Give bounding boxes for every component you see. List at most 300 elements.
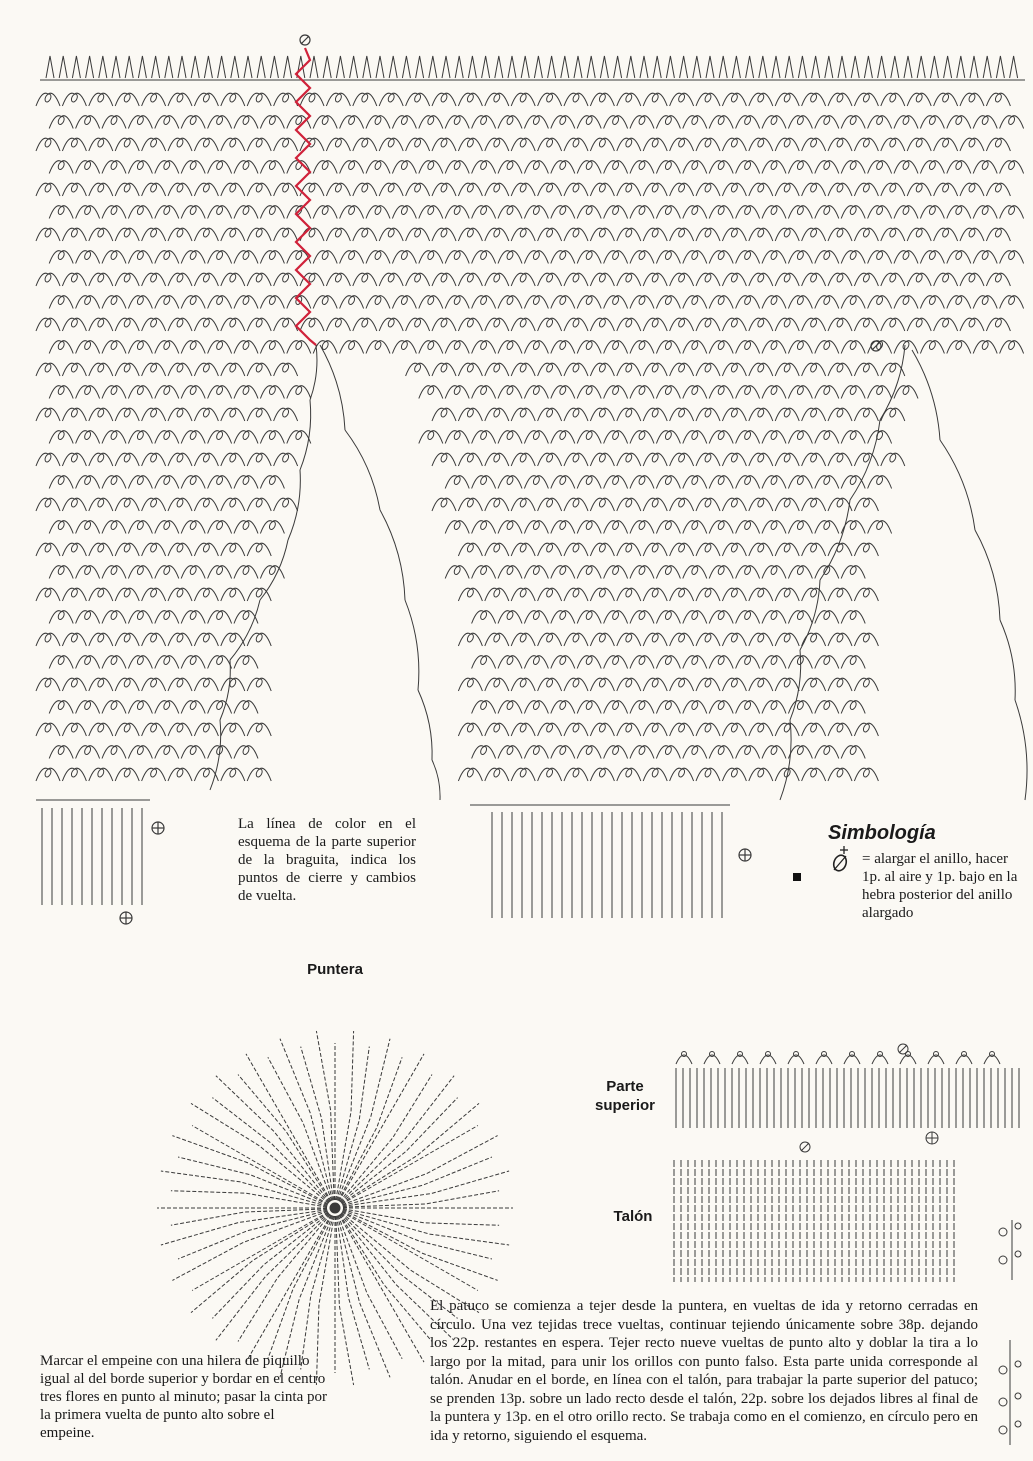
chain-arch bbox=[788, 701, 812, 714]
elongated-ring bbox=[770, 521, 778, 531]
chain-arch bbox=[458, 228, 482, 241]
chain-arch bbox=[247, 183, 271, 196]
chain-arch bbox=[524, 746, 548, 759]
chain-arch bbox=[115, 273, 139, 286]
elongated-ring bbox=[823, 116, 831, 126]
chain-arch bbox=[630, 656, 654, 669]
elongated-ring bbox=[823, 611, 831, 621]
chain-arch bbox=[234, 116, 258, 129]
elongated-ring bbox=[215, 611, 223, 621]
chain-arch bbox=[775, 633, 799, 646]
chain-arch bbox=[340, 206, 364, 219]
elongated-ring bbox=[97, 363, 105, 373]
chain-arch bbox=[208, 296, 232, 309]
elongated-ring bbox=[110, 161, 118, 171]
chain-arch bbox=[260, 431, 284, 444]
elongated-ring bbox=[730, 363, 738, 373]
elongated-ring bbox=[862, 363, 870, 373]
chain-arch bbox=[472, 116, 496, 129]
elongated-ring bbox=[796, 476, 804, 486]
chain-arch bbox=[115, 318, 139, 331]
elongated-ring bbox=[585, 656, 593, 666]
elongated-ring bbox=[427, 206, 435, 216]
elongated-ring bbox=[757, 633, 765, 643]
chain-arch bbox=[36, 273, 60, 286]
elongated-ring bbox=[730, 453, 738, 463]
chain-arch bbox=[181, 611, 205, 624]
elongated-ring bbox=[202, 93, 210, 103]
chain-arch bbox=[472, 251, 496, 264]
chain-arch bbox=[788, 116, 812, 129]
chain-arch bbox=[881, 408, 905, 421]
chain-arch bbox=[458, 273, 482, 286]
elongated-ring bbox=[136, 116, 144, 126]
chain-arch bbox=[643, 723, 667, 736]
elongated-ring bbox=[400, 116, 408, 126]
elongated-ring bbox=[611, 611, 619, 621]
elongated-ring bbox=[704, 543, 712, 553]
elongated-ring bbox=[625, 93, 633, 103]
chain-arch bbox=[630, 116, 654, 129]
chain-arch bbox=[445, 161, 469, 174]
elongated-ring bbox=[730, 183, 738, 193]
elongated-ring bbox=[862, 723, 870, 733]
chain-arch bbox=[142, 408, 166, 421]
chain-arch bbox=[802, 228, 826, 241]
chain-arch bbox=[313, 296, 337, 309]
elongated-ring bbox=[242, 116, 250, 126]
elongated-ring bbox=[493, 363, 501, 373]
elongated-ring bbox=[519, 318, 527, 328]
chain-arch bbox=[115, 723, 139, 736]
chain-arch bbox=[472, 386, 496, 399]
radial-stitch-line bbox=[337, 1216, 390, 1378]
elongated-ring bbox=[281, 93, 289, 103]
elongated-ring bbox=[625, 363, 633, 373]
chain-arch bbox=[524, 431, 548, 444]
chain-arch bbox=[564, 228, 588, 241]
chain-arch bbox=[802, 273, 826, 286]
elongated-ring bbox=[189, 476, 197, 486]
picot-stitch bbox=[86, 56, 94, 78]
elongated-ring bbox=[532, 476, 540, 486]
elongated-ring bbox=[255, 273, 263, 283]
elongated-ring bbox=[255, 453, 263, 463]
elongated-ring bbox=[889, 318, 897, 328]
elongated-ring bbox=[321, 296, 329, 306]
elongated-ring bbox=[334, 273, 342, 283]
chain-arch bbox=[102, 611, 126, 624]
elongated-ring bbox=[347, 206, 355, 216]
elongated-ring bbox=[281, 183, 289, 193]
chain-arch bbox=[168, 543, 192, 556]
elongated-ring bbox=[202, 183, 210, 193]
elongated-ring bbox=[572, 408, 580, 418]
elongated-ring bbox=[743, 431, 751, 441]
chain-arch bbox=[432, 363, 456, 376]
chain-arch bbox=[683, 521, 707, 534]
elongated-ring bbox=[255, 183, 263, 193]
chain-arch bbox=[62, 363, 86, 376]
elongated-ring bbox=[387, 183, 395, 193]
elongated-ring bbox=[149, 768, 157, 778]
chain-arch bbox=[36, 723, 60, 736]
chain-arch bbox=[881, 183, 905, 196]
elongated-ring bbox=[743, 116, 751, 126]
chain-arch bbox=[736, 341, 760, 354]
chain-arch bbox=[683, 296, 707, 309]
chain-arch bbox=[168, 768, 192, 781]
chain-arch bbox=[947, 116, 971, 129]
chain-arch bbox=[551, 296, 575, 309]
chain-arch bbox=[788, 161, 812, 174]
picot-stitch bbox=[284, 56, 292, 78]
elongated-ring bbox=[215, 116, 223, 126]
elongated-ring bbox=[730, 543, 738, 553]
elongated-ring bbox=[519, 408, 527, 418]
braguita-mesh-chart bbox=[36, 56, 1025, 781]
picot-stitch bbox=[416, 56, 424, 78]
chain-arch bbox=[181, 296, 205, 309]
elongated-ring bbox=[123, 543, 131, 553]
elongated-ring bbox=[44, 678, 52, 688]
elongated-ring bbox=[215, 251, 223, 261]
chain-arch bbox=[458, 633, 482, 646]
elongated-ring bbox=[97, 453, 105, 463]
elongated-ring bbox=[110, 566, 118, 576]
picot-stitch bbox=[851, 56, 859, 78]
chain-arch bbox=[485, 768, 509, 781]
magic-ring-center bbox=[330, 1203, 340, 1213]
chain-arch bbox=[115, 768, 139, 781]
elongated-ring bbox=[281, 138, 289, 148]
chain-arch bbox=[128, 386, 152, 399]
elongated-ring bbox=[493, 723, 501, 733]
elongated-ring bbox=[849, 521, 857, 531]
elongated-ring bbox=[545, 498, 553, 508]
chain-arch bbox=[260, 341, 284, 354]
chain-arch bbox=[485, 678, 509, 691]
elongated-ring bbox=[704, 273, 712, 283]
elongated-ring bbox=[229, 633, 237, 643]
elongated-ring bbox=[136, 341, 144, 351]
chain-arch bbox=[445, 116, 469, 129]
chain-arch bbox=[524, 341, 548, 354]
elongated-ring bbox=[453, 566, 461, 576]
elongated-ring bbox=[136, 296, 144, 306]
elongated-ring bbox=[506, 296, 514, 306]
chain-arch bbox=[762, 116, 786, 129]
elongated-ring bbox=[585, 251, 593, 261]
elongated-ring bbox=[691, 521, 699, 531]
elongated-ring bbox=[559, 476, 567, 486]
chain-arch bbox=[234, 476, 258, 489]
chain-arch bbox=[973, 251, 997, 264]
elongated-ring bbox=[493, 408, 501, 418]
chain-arch bbox=[485, 498, 509, 511]
elongated-ring bbox=[123, 588, 131, 598]
chain-arch bbox=[656, 296, 680, 309]
chain-arch bbox=[49, 746, 73, 759]
elongated-ring bbox=[849, 341, 857, 351]
chain-arch bbox=[511, 453, 535, 466]
chain-arch bbox=[617, 498, 641, 511]
elongated-ring bbox=[176, 543, 184, 553]
elongated-ring bbox=[242, 341, 250, 351]
elongated-ring bbox=[717, 521, 725, 531]
chain-arch bbox=[62, 408, 86, 421]
chain-arch bbox=[762, 296, 786, 309]
elongated-ring bbox=[44, 453, 52, 463]
chain-arch bbox=[749, 93, 773, 106]
chain-arch bbox=[379, 183, 403, 196]
picot-loop bbox=[934, 1052, 939, 1057]
chain-arch bbox=[89, 228, 113, 241]
elongated-ring bbox=[994, 228, 1002, 238]
elongated-ring bbox=[123, 138, 131, 148]
chain-arch bbox=[854, 363, 878, 376]
chain-arch bbox=[577, 341, 601, 354]
elongated-ring bbox=[704, 93, 712, 103]
chain-arch bbox=[551, 386, 575, 399]
elongated-ring bbox=[519, 633, 527, 643]
elongated-ring bbox=[123, 408, 131, 418]
chain-arch bbox=[115, 678, 139, 691]
chain-arch bbox=[36, 138, 60, 151]
chain-arch bbox=[551, 341, 575, 354]
elongated-ring bbox=[189, 521, 197, 531]
chain-arch bbox=[564, 318, 588, 331]
elongated-ring bbox=[598, 543, 606, 553]
elongated-ring bbox=[149, 138, 157, 148]
chain-arch bbox=[102, 296, 126, 309]
elongated-ring bbox=[598, 633, 606, 643]
chain-arch bbox=[76, 476, 100, 489]
chain-arch bbox=[630, 746, 654, 759]
chain-arch bbox=[656, 746, 680, 759]
chain-arch bbox=[815, 341, 839, 354]
elongated-ring bbox=[638, 116, 646, 126]
chain-arch bbox=[775, 273, 799, 286]
elongated-ring bbox=[915, 93, 923, 103]
chain-arch bbox=[181, 566, 205, 579]
picot-stitch bbox=[455, 56, 463, 78]
chain-arch bbox=[458, 543, 482, 556]
chain-arch bbox=[234, 386, 258, 399]
chain-arch bbox=[208, 161, 232, 174]
chain-arch bbox=[802, 453, 826, 466]
chain-arch bbox=[524, 476, 548, 489]
chain-arch bbox=[604, 566, 628, 579]
chain-arch bbox=[181, 161, 205, 174]
chain-arch bbox=[115, 183, 139, 196]
chain-arch bbox=[234, 296, 258, 309]
chain-arch bbox=[802, 183, 826, 196]
elongated-ring bbox=[981, 296, 989, 306]
picot-stitch bbox=[125, 56, 133, 78]
elongated-ring bbox=[321, 206, 329, 216]
chain-arch bbox=[445, 476, 469, 489]
elongated-ring bbox=[783, 273, 791, 283]
elongated-ring bbox=[97, 408, 105, 418]
chain-arch bbox=[313, 161, 337, 174]
chain-arch bbox=[274, 93, 298, 106]
elongated-ring bbox=[862, 273, 870, 283]
chain-arch bbox=[643, 543, 667, 556]
elongated-ring bbox=[519, 273, 527, 283]
elongated-ring bbox=[229, 768, 237, 778]
chain-arch bbox=[788, 746, 812, 759]
elongated-ring bbox=[889, 273, 897, 283]
elongated-ring bbox=[466, 633, 474, 643]
chain-arch bbox=[590, 138, 614, 151]
chain-arch bbox=[340, 296, 364, 309]
chain-arch bbox=[89, 588, 113, 601]
chain-arch bbox=[670, 678, 694, 691]
elongated-ring bbox=[427, 296, 435, 306]
elongated-ring bbox=[453, 116, 461, 126]
elongated-ring bbox=[559, 116, 567, 126]
elongated-ring bbox=[413, 93, 421, 103]
elongated-ring bbox=[559, 251, 567, 261]
chain-arch bbox=[485, 318, 509, 331]
elongated-ring bbox=[506, 386, 514, 396]
elongated-ring bbox=[770, 251, 778, 261]
elongated-ring bbox=[97, 93, 105, 103]
parte-superior-label: Parte superior bbox=[594, 1078, 655, 1114]
chain-arch bbox=[445, 386, 469, 399]
elongated-ring bbox=[493, 498, 501, 508]
picot-stitch bbox=[561, 56, 569, 78]
elongated-ring bbox=[308, 93, 316, 103]
chain-arch bbox=[208, 341, 232, 354]
elongated-ring bbox=[242, 476, 250, 486]
elongated-ring bbox=[743, 206, 751, 216]
chain-arch bbox=[986, 93, 1010, 106]
elongated-ring bbox=[479, 341, 487, 351]
radial-stitch-line bbox=[178, 1157, 327, 1206]
elongated-ring bbox=[83, 476, 91, 486]
elongated-ring bbox=[796, 431, 804, 441]
elongated-ring bbox=[545, 183, 553, 193]
elongated-ring bbox=[770, 296, 778, 306]
elongated-ring bbox=[83, 206, 91, 216]
chain-arch bbox=[736, 521, 760, 534]
chain-arch bbox=[802, 588, 826, 601]
chain-arch bbox=[274, 408, 298, 421]
elongated-ring bbox=[743, 161, 751, 171]
elongated-ring bbox=[466, 183, 474, 193]
elongated-ring bbox=[545, 363, 553, 373]
elongated-ring bbox=[413, 273, 421, 283]
chain-arch bbox=[828, 318, 852, 331]
chain-arch bbox=[1000, 206, 1024, 219]
elongated-ring bbox=[176, 318, 184, 328]
elongated-ring bbox=[493, 273, 501, 283]
chain-arch bbox=[524, 701, 548, 714]
chain-arch bbox=[841, 251, 865, 264]
picot-stitch bbox=[1010, 56, 1018, 78]
elongated-ring bbox=[941, 273, 949, 283]
elongated-ring bbox=[981, 206, 989, 216]
chain-arch bbox=[485, 228, 509, 241]
radial-stitch-line bbox=[340, 1075, 432, 1202]
elongated-ring bbox=[334, 183, 342, 193]
chain-arch bbox=[115, 408, 139, 421]
elongated-ring bbox=[823, 431, 831, 441]
chain-arch bbox=[498, 341, 522, 354]
elongated-ring bbox=[427, 386, 435, 396]
chain-arch bbox=[128, 701, 152, 714]
picot-stitch bbox=[204, 56, 212, 78]
elongated-ring bbox=[770, 566, 778, 576]
chain-arch bbox=[854, 588, 878, 601]
chain-arch bbox=[458, 678, 482, 691]
chain-arch bbox=[670, 228, 694, 241]
elongated-ring bbox=[532, 296, 540, 306]
elongated-ring bbox=[651, 453, 659, 463]
chain-arch bbox=[604, 386, 628, 399]
elongated-ring bbox=[836, 633, 844, 643]
chain-arch bbox=[775, 228, 799, 241]
picot-stitch bbox=[825, 56, 833, 78]
elongated-ring bbox=[796, 746, 804, 756]
chain-arch bbox=[841, 656, 865, 669]
elongated-ring bbox=[809, 363, 817, 373]
chain-arch bbox=[326, 93, 350, 106]
elongated-ring bbox=[704, 183, 712, 193]
chain-arch bbox=[340, 341, 364, 354]
chain-arch bbox=[208, 386, 232, 399]
elongated-ring bbox=[229, 723, 237, 733]
elongated-ring bbox=[295, 386, 303, 396]
elongated-ring bbox=[651, 93, 659, 103]
chain-arch bbox=[511, 408, 535, 421]
elongated-ring bbox=[651, 318, 659, 328]
chain-arch bbox=[630, 701, 654, 714]
chain-arch bbox=[604, 476, 628, 489]
chain-arch bbox=[62, 318, 86, 331]
elongated-ring bbox=[941, 228, 949, 238]
chain-arch bbox=[326, 228, 350, 241]
chain-arch bbox=[868, 116, 892, 129]
elongated-ring bbox=[44, 273, 52, 283]
elongated-ring bbox=[44, 93, 52, 103]
chain-arch bbox=[762, 341, 786, 354]
chain-arch bbox=[406, 363, 430, 376]
elongated-ring bbox=[743, 746, 751, 756]
chain-arch bbox=[194, 408, 218, 421]
chain-arch bbox=[406, 93, 430, 106]
elongated-ring bbox=[915, 318, 923, 328]
chain-arch bbox=[155, 386, 179, 399]
elongated-ring bbox=[809, 273, 817, 283]
chain-arch bbox=[815, 701, 839, 714]
elongated-ring bbox=[427, 116, 435, 126]
chain-arch bbox=[868, 161, 892, 174]
elongated-ring bbox=[413, 138, 421, 148]
chain-arch bbox=[722, 723, 746, 736]
chain-arch bbox=[234, 566, 258, 579]
elongated-ring bbox=[849, 611, 857, 621]
chain-arch bbox=[604, 746, 628, 759]
chain-arch bbox=[920, 206, 944, 219]
elongated-ring bbox=[387, 273, 395, 283]
elongated-ring bbox=[70, 768, 78, 778]
chain-arch bbox=[102, 476, 126, 489]
elongated-ring bbox=[136, 161, 144, 171]
chain-arch bbox=[828, 228, 852, 241]
